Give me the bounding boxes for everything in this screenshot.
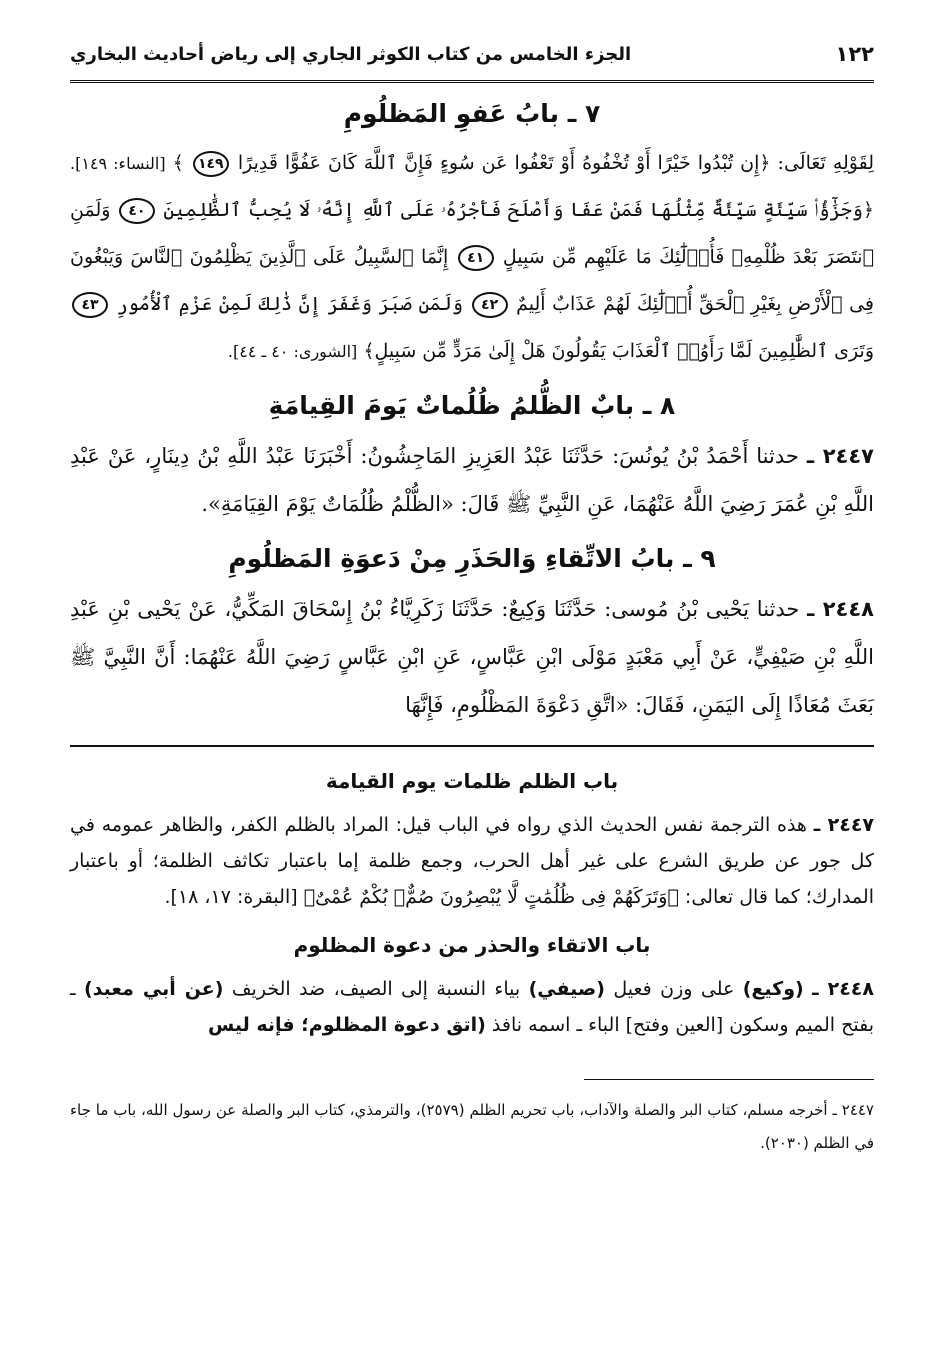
commentary-2448 — [70, 971, 874, 1043]
quran-verse-shura-40: ﴿وَجَزَٰٓؤُا۟ سَيِّئَةٍ سَيِّئَةٌ مِّثْلُهَا فَمَنْ عَفَا وَأَصْلَحَ فَأَجْرُهُۥ عَلَى ٱللَّهِ إِنَّهُۥ لَا يُحِبُّ ٱلظَّٰلِمِينَ — [163, 199, 874, 221]
commentary-number: ٢٤٤٨ ـ — [812, 978, 874, 1000]
commentary-text: هذه الترجمة نفس الحديث الذي رواه في الباب قيل: المراد بالظلم الكفر، والظاهر عمومه في كل جور عن طريق الشرع على غير أهل الحرب، وجمع ظلمة إما باعتبار تكاثف الظلمة؛ أو باعتبار المدارك؛ كما قال تعالى: — [70, 814, 874, 908]
quran-verse-shura-44: وَتَرَى ٱلظَّٰلِمِينَ لَمَّا رَأَوُا۟ ٱلْعَذَابَ يَقُولُونَ هَلْ إِلَىٰ مَرَدٍّ مِّن سَبِيلٍ﴾ — [363, 340, 874, 362]
commentary-divider — [70, 745, 874, 747]
commentary-title-1: باب الظلم ظلمات يوم القيامة — [325, 769, 619, 793]
commentary-text: ـ بفتح الميم وسكون [العين وفتح] الباء ـ اسمه نافذ — [70, 978, 874, 1036]
book-page — [70, 28, 874, 1160]
verse-reference: [النساء: ١٤٩]. — [70, 154, 166, 173]
page-number: ١٢٢ — [835, 42, 874, 66]
hadith-2448 — [70, 585, 874, 729]
quran-verse-shura-43: وَلَمَن صَبَرَ وَغَفَرَ إِنَّ ذَٰلِكَ لَمِنْ عَزْمِ ٱلْأُمُورِ — [116, 293, 464, 315]
commentary-term: (اتق دعوة المظلوم؛ فإنه ليس — [208, 1014, 486, 1036]
chapter-9-title: ٩ ـ بابُ الاتِّقاءِ وَالحَذَرِ مِنْ دَعوَةِ المَظلُومِ — [228, 544, 716, 573]
chapter-7-verses — [70, 140, 874, 375]
commentary-text: على وزن فعيل — [613, 978, 735, 1000]
verse-close-bracket: ﴾ — [172, 152, 184, 174]
verse-intro: لِقَوْلِهِ تَعَالَى: — [777, 152, 875, 174]
footnote-divider — [584, 1079, 874, 1080]
commentary-2447 — [70, 807, 874, 915]
commentary-term: (صيفي) — [528, 978, 605, 1000]
commentary-title-2: باب الاتقاء والحذر من دعوة المظلوم — [293, 933, 651, 957]
ayah-number-marker: ٤١ — [458, 245, 494, 271]
ayah-number-marker: ٤٠ — [119, 198, 155, 224]
commentary-number: ٢٤٤٧ ـ — [813, 814, 875, 836]
commentary-text: بياء النسبة إلى الصيف، ضد الخريف — [231, 978, 521, 1000]
hadith-text: حدثنا يَحْيى بْنُ مُوسى: حَدَّثَنَا وَكِيعٌ: حَدَّثَنَا زَكَرِيَّاءُ بْنُ إِسْحَاقَ المَكِّيُّ، عَنْ يَحْيى بْنِ عَبْدِ اللَّهِ بْنِ صَيْفِيٍّ، عَنْ أَبِي مَعْبَدٍ مَوْلَى ابْنِ عَبَّاسٍ، عَنِ ابْنِ عَبَّاسٍ رَضِيَ اللَّهُ عَنْهُمَا: أَنَّ النَّبِيَّ ﷺ بَعَثَ مُعَاذًا إِلَى اليَمَنِ، فَقَالَ: «اتَّقِ دَعْوَةَ المَظْلُومِ، فَإِنَّهَا — [70, 597, 874, 717]
commentary-term: (عن أبي معبد) — [83, 978, 224, 1000]
ayah-number-marker: ١٤٩ — [193, 151, 229, 177]
quran-verse-shura-42: إِنَّمَا ٱلسَّبِيلُ عَلَى ٱلَّذِينَ يَظْلِمُونَ ٱلنَّاسَ وَيَبْغُونَ فِى ٱلْأَرْضِ بِغَيْرِ ٱلْحَقِّ أُو۟لَٰٓئِكَ لَهُمْ عَذَابٌ أَلِيمٌ — [70, 246, 875, 315]
chapter-8-title: ٨ ـ بابٌ الظُّلمُ ظُلُماتٌ يَومَ القِيامَةِ — [268, 391, 676, 420]
hadith-2447 — [70, 432, 874, 528]
quran-verse-nisa: ﴿إِن تُبْدُوا خَيْرًا أَوْ تُخْفُوهُ أَوْ تَعْفُوا عَن سُوءٍ فَإِنَّ ٱللَّهَ كَانَ عَفُوًّا قَدِيرًا — [237, 152, 771, 174]
page-header — [70, 28, 874, 83]
verse-reference: [الشورى: ٤٠ ـ ٤٤]. — [227, 342, 358, 361]
ayah-number-marker: ٤٢ — [472, 292, 508, 318]
chapter-7-title: ٧ ـ بابُ عَفوِ المَظلُومِ — [343, 99, 601, 128]
verse-reference: [البقرة: ١٧، ١٨]. — [164, 886, 298, 908]
hadith-number: ٢٤٤٨ ـ — [807, 597, 874, 621]
ayah-number-marker: ٤٣ — [72, 292, 108, 318]
commentary-term: (وكيع) — [742, 978, 804, 1000]
running-title: الجزء الخامس من كتاب الكوثر الجاري إلى رياض أحاديث البخاري — [70, 43, 632, 65]
hadith-number: ٢٤٤٧ ـ — [806, 444, 874, 468]
footnote: ٢٤٤٧ ـ أخرجه مسلم، كتاب البر والصلة والآداب، باب تحريم الظلم (٢٥٧٩)، والترمذي، كتاب البر والصلة عن رسول الله، باب ما جاء في الظلم (٢٠٣٠). — [70, 1101, 874, 1152]
quran-verse-baqara: ﴿وَتَرَكَهُمْ فِى ظُلُمَٰتٍ لَّا يُبْصِرُونَ صُمٌّۢ بُكْمٌ عُمْىٌ﴾ — [303, 886, 679, 908]
hadith-text: حدثنا أَحْمَدُ بْنُ يُونُسَ: حَدَّثَنَا عَبْدُ العَزِيزِ المَاجِشُونُ: أَخْبَرَنَا عَبْدُ اللَّهِ بْنُ دِينَارٍ، عَنْ عَبْدِ اللَّهِ بْنِ عُمَرَ رَضِيَ اللَّهُ عَنْهُمَا، عَنِ النَّبِيِّ ﷺ قَالَ: «الظُّلْمُ ظُلُمَاتٌ يَوْمَ القِيَامَةِ». — [70, 444, 874, 516]
quran-verse-shura-41: وَلَمَنِ ٱنتَصَرَ بَعْدَ ظُلْمِهِۦ فَأُو۟لَٰٓئِكَ مَا عَلَيْهِم مِّن سَبِيلٍ — [70, 199, 874, 268]
